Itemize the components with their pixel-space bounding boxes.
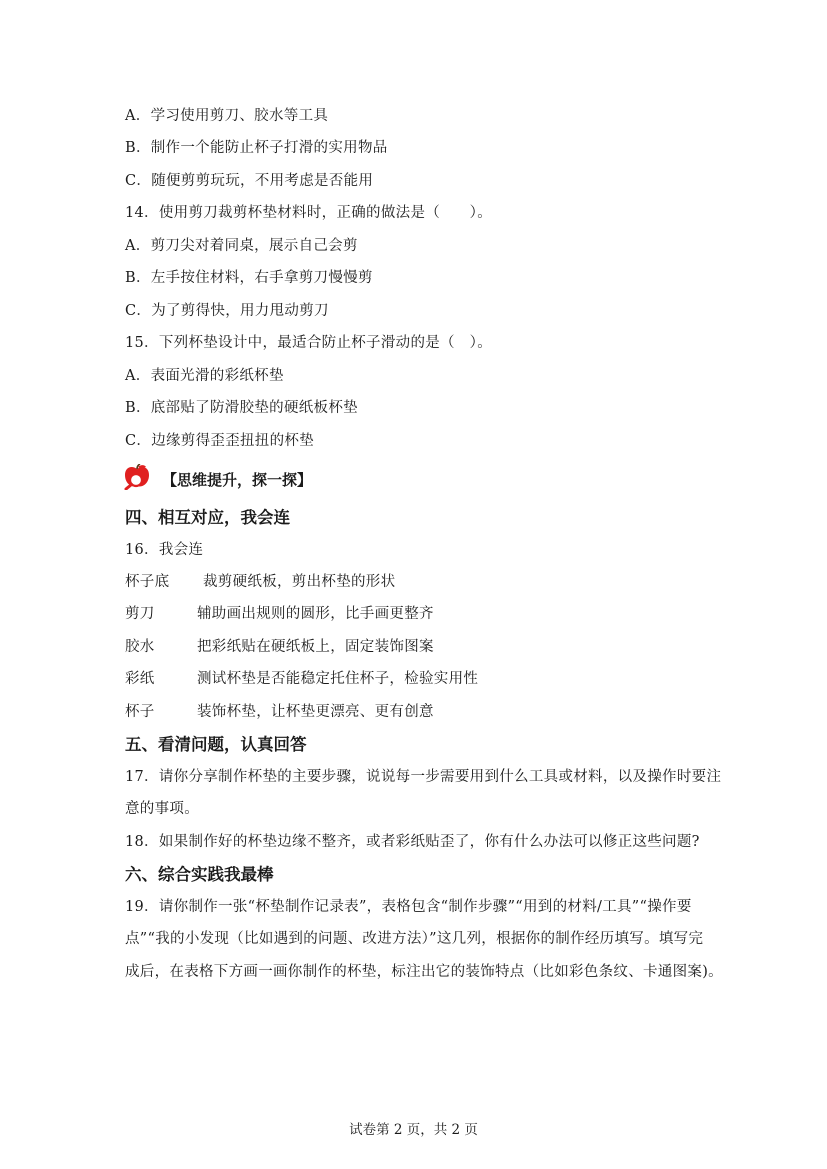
match-right-item: 测试杯垫是否能稳定托住杯子，检验实用性 [197, 671, 479, 687]
q17-line1: 17．请你分享制作杯垫的主要步骤，说说每一步需要用到什么工具或材料，以及操作时要注 [125, 769, 722, 785]
q18: 18．如果制作好的杯垫边缘不整齐，或者彩纸贴歪了，你有什么办法可以修正这些问题? [125, 834, 700, 850]
banner-title: 【思维提升，探一探】 [162, 470, 313, 489]
match-row [125, 669, 478, 689]
apple-magnifier-icon [122, 464, 158, 494]
q13-option-a: A．学习使用剪刀、胶水等工具 [125, 108, 329, 124]
match-left-item: 剪刀 [125, 606, 155, 622]
match-left-item: 杯子 [125, 704, 155, 720]
q15-option-c: C．边缘剪得歪歪扭扭的杯垫 [125, 433, 314, 449]
page-footer: 试卷第 2 页，共 2 页 [349, 1122, 478, 1138]
q14-stem: 14．使用剪刀裁剪杯垫材料时，正确的做法是（ ）。 [125, 205, 492, 221]
q19-line1: 19．请你制作一张“杯垫制作记录表”，表格包含“制作步骤”“用到的材料/工具”“操作要 [125, 899, 692, 915]
section6-title: 六、综合实践我最棒 [125, 865, 274, 884]
q13-option-b: B．制作一个能防止杯子打滑的实用物品 [125, 140, 388, 156]
q15-option-b: B．底部贴了防滑胶垫的硬纸板杯垫 [125, 400, 358, 416]
match-left-item: 杯子底 [125, 574, 170, 590]
match-left-item: 胶水 [125, 639, 155, 655]
match-right-item: 裁剪硬纸板，剪出杯垫的形状 [203, 574, 396, 590]
q19-line2: 点”“我的小发现（比如遇到的问题、改进方法）”这几列，根据你的制作经历填写。填写完 [125, 931, 704, 947]
q15-stem: 15．下列杯垫设计中，最适合防止杯子滑动的是（ ）。 [125, 335, 492, 351]
match-row [125, 702, 434, 722]
match-right-item: 把彩纸贴在硬纸板上，固定装饰图案 [197, 639, 434, 655]
q14-option-a: A．剪刀尖对着同桌，展示自己会剪 [125, 238, 358, 254]
q14-option-c: C．为了剪得快，用力甩动剪刀 [125, 303, 329, 319]
section5-title: 五、看清问题，认真回答 [125, 735, 307, 754]
match-row [125, 637, 434, 657]
match-row [125, 572, 395, 592]
q19-line3: 成后，在表格下方画一画你制作的杯垫，标注出它的装饰特点（比如彩色条纹、卡通图案)。 [125, 964, 723, 980]
q14-option-b: B．左手按住材料，右手拿剪刀慢慢剪 [125, 270, 373, 286]
section4-title: 四、相互对应，我会连 [125, 508, 290, 527]
q16-stem: 16．我会连 [125, 542, 204, 558]
match-right-item: 辅助画出规则的圆形，比手画更整齐 [197, 606, 434, 622]
thinking-banner [122, 466, 312, 492]
q17-line2: 意的事项。 [125, 801, 199, 817]
match-row [125, 604, 434, 624]
q13-option-c: C．随便剪剪玩玩，不用考虑是否能用 [125, 173, 374, 189]
match-left-item: 彩纸 [125, 671, 155, 687]
q15-option-a: A．表面光滑的彩纸杯垫 [125, 368, 284, 384]
match-right-item: 装饰杯垫，让杯垫更漂亮、更有创意 [197, 704, 434, 720]
